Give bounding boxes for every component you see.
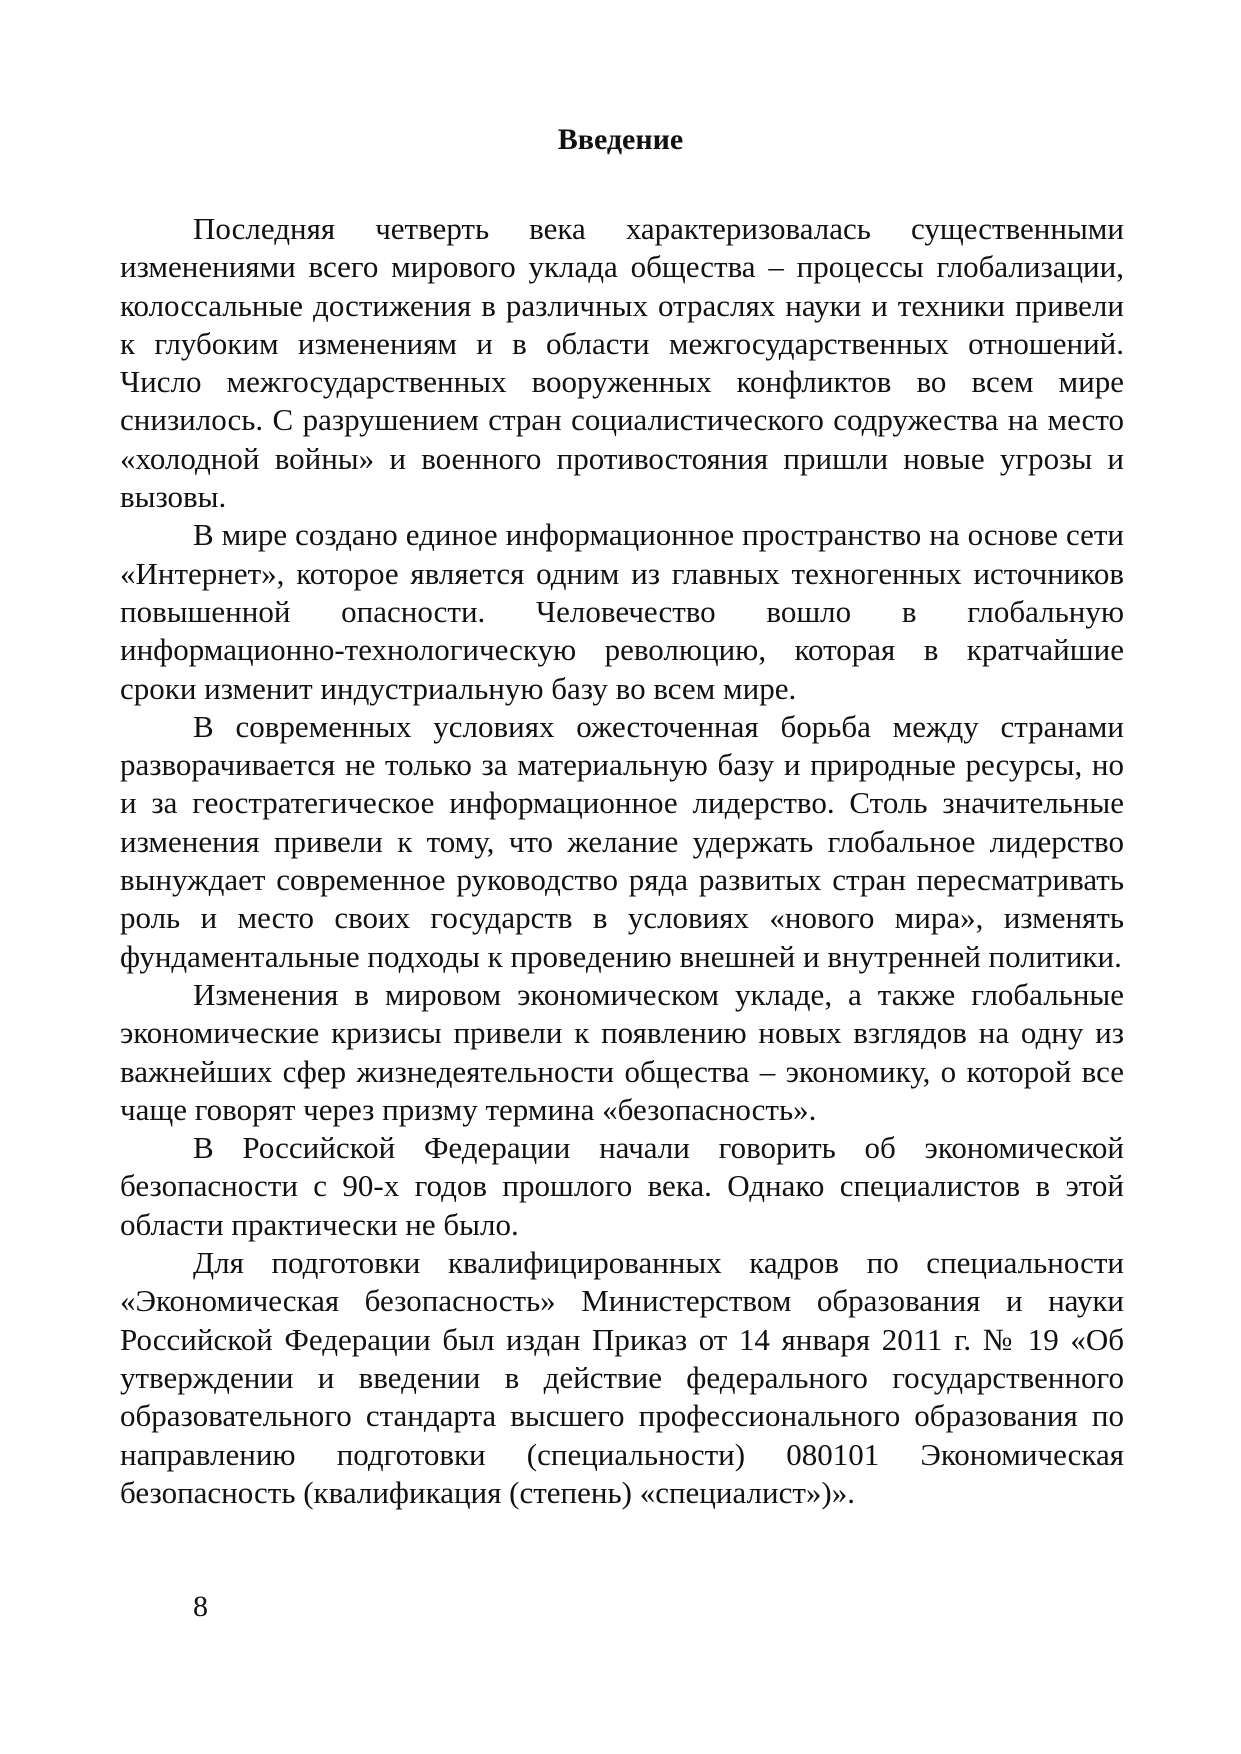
paragraph-2: В мире создано единое информационное пространство на основе сети «Интернет», которое является одним из главных техногенных источников повышенной опасности. Человечество вошло в глобальную информационно-технологическую революцию, которая в кратчайшие сроки изменит индустриальную базу во всем мире. <box>120 517 1124 706</box>
page-number: 8 <box>193 1590 208 1623</box>
body-text <box>120 210 1124 1512</box>
paragraph-4: Изменения в мировом экономическом укладе, а также глобальные экономические кризисы привели к появлению новых взглядов на одну из важнейших сфер жизнедеятельности общества – экономику, о которой все чаще говорят через призму термина «безопасность». <box>120 976 1124 1127</box>
paragraph-3: В современных условиях ожесточенная борьба между странами разворачивается не только за материальную базу и природные ресурсы, но и за геостратегическое информационное лидерство. Столь значительные изменения привели к тому, что желание удержать глобальное лидерство вынуждает современное руководство ряда развитых стран пересматривать роль и место своих государств в условиях «нового мира», изменять фундаментальные подходы к проведению внешней и внутренней политики. <box>120 708 1124 974</box>
paragraph-6: Для подготовки квалифицированных кадров по специальности «Экономическая безопасность» Министерством образования и науки Российской Федерации был издан Приказ от 14 января 2011 г. № 19 «Об утверждении и введении в действие федерального государственного образовательного стандарта высшего профессионального образования по направлению подготовки (специальности) 080101 Экономическая безопасность (квалификация (степень) «специалист»)». <box>120 1245 1124 1510</box>
paragraph-1: Последняя четверть века характеризовалась существенными изменениями всего мирового уклада общества – процессы глобализации, колоссальные достижения в различных отраслях науки и техники привели к глубоким изменениям и в области межгосударственных отношений. Число межгосударственных вооруженных конфликтов во всем мире снизилось. С разрушением стран социалистического содружества на место «холодной войны» и военного противостояния пришли новые угрозы и вызовы. <box>120 211 1124 515</box>
section-title: Введение <box>557 123 684 156</box>
paragraph-5: В Российской Федерации начали говорить об экономической безопасности с 90-х годов прошлого века. Однако специалистов в этой области практически не было. <box>120 1130 1124 1242</box>
